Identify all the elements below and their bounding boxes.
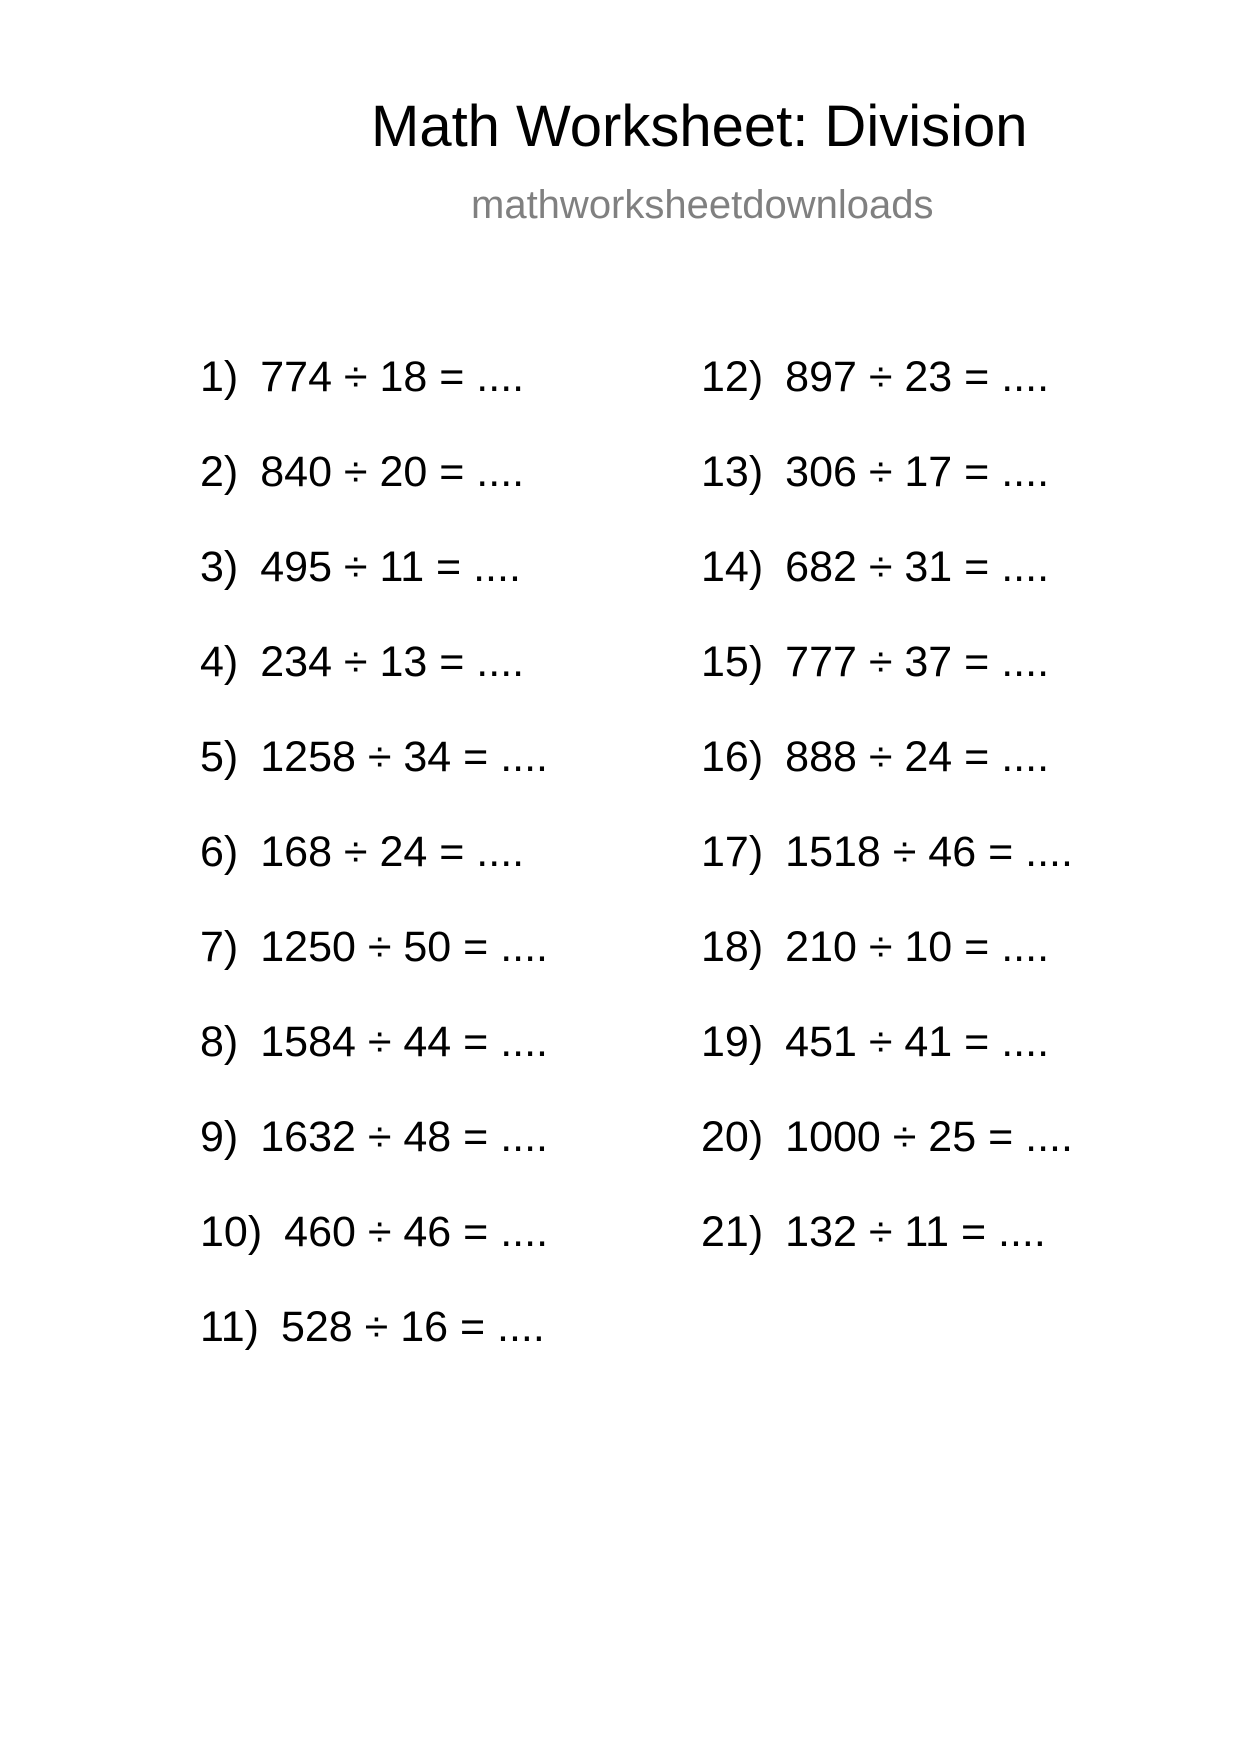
problem-number: 13) bbox=[701, 448, 764, 496]
problem-item bbox=[200, 448, 548, 546]
problem-expression: 132 ÷ 11 = .... bbox=[785, 1208, 1046, 1256]
problem-expression: 1258 ÷ 34 = .... bbox=[260, 733, 549, 781]
problem-expression: 1584 ÷ 44 = .... bbox=[260, 1018, 549, 1066]
problem-item bbox=[701, 1208, 1073, 1306]
problem-expression: 682 ÷ 31 = .... bbox=[785, 543, 1050, 591]
problem-expression: 495 ÷ 11 = .... bbox=[260, 543, 521, 591]
problem-column-right bbox=[701, 353, 1073, 1306]
problem-expression: 897 ÷ 23 = .... bbox=[785, 353, 1050, 401]
problem-item bbox=[701, 828, 1073, 926]
problem-expression: 1632 ÷ 48 = .... bbox=[260, 1113, 549, 1161]
problem-expression: 210 ÷ 10 = .... bbox=[785, 923, 1050, 971]
problem-item bbox=[701, 923, 1073, 1021]
problem-item bbox=[200, 1208, 549, 1306]
problem-number: 11) bbox=[200, 1303, 259, 1351]
problem-expression: 1518 ÷ 46 = .... bbox=[785, 828, 1073, 876]
problem-number: 1) bbox=[200, 353, 239, 401]
problem-number: 18) bbox=[701, 923, 764, 971]
problem-item bbox=[200, 828, 548, 926]
problem-item bbox=[701, 733, 1073, 831]
problem-number: 4) bbox=[200, 638, 239, 686]
problem-item bbox=[200, 543, 548, 641]
problem-expression: 528 ÷ 16 = .... bbox=[280, 1303, 545, 1351]
problem-number: 7) bbox=[200, 923, 239, 971]
problem-item bbox=[200, 1018, 549, 1116]
problem-item bbox=[200, 1113, 549, 1211]
problem-item bbox=[701, 638, 1073, 736]
problem-item bbox=[200, 638, 548, 736]
problem-number: 21) bbox=[701, 1208, 764, 1256]
problem-number: 15) bbox=[701, 638, 764, 686]
problem-item bbox=[200, 353, 548, 451]
page-title: Math Worksheet: Division bbox=[371, 94, 1028, 159]
problem-column-left bbox=[200, 353, 549, 1401]
problem-number: 14) bbox=[701, 543, 764, 591]
problem-number: 16) bbox=[701, 733, 764, 781]
problem-expression: 1000 ÷ 25 = .... bbox=[785, 1113, 1073, 1161]
problem-number: 17) bbox=[701, 828, 764, 876]
problem-number: 5) bbox=[200, 733, 239, 781]
problem-expression: 451 ÷ 41 = .... bbox=[785, 1018, 1050, 1066]
problem-expression: 888 ÷ 24 = .... bbox=[785, 733, 1050, 781]
problem-item bbox=[701, 1018, 1073, 1116]
problem-item bbox=[200, 733, 549, 831]
problem-number: 3) bbox=[200, 543, 239, 591]
problem-item bbox=[701, 448, 1073, 546]
problem-expression: 777 ÷ 37 = .... bbox=[785, 638, 1050, 686]
problem-item bbox=[701, 543, 1073, 641]
problem-expression: 774 ÷ 18 = .... bbox=[260, 353, 525, 401]
problem-expression: 460 ÷ 46 = .... bbox=[284, 1208, 549, 1256]
page-subtitle: mathworksheetdownloads bbox=[471, 183, 934, 227]
problem-expression: 306 ÷ 17 = .... bbox=[785, 448, 1050, 496]
problem-number: 12) bbox=[701, 353, 764, 401]
problem-number: 19) bbox=[701, 1018, 764, 1066]
problem-number: 10) bbox=[200, 1208, 263, 1256]
problem-expression: 1250 ÷ 50 = .... bbox=[260, 923, 549, 971]
problem-number: 8) bbox=[200, 1018, 239, 1066]
problem-expression: 840 ÷ 20 = .... bbox=[260, 448, 525, 496]
problem-item bbox=[701, 1113, 1073, 1211]
problem-number: 6) bbox=[200, 828, 239, 876]
problem-number: 9) bbox=[200, 1113, 239, 1161]
problem-item bbox=[701, 353, 1073, 451]
problem-item bbox=[200, 923, 549, 1021]
problem-number: 20) bbox=[701, 1113, 764, 1161]
problem-number: 2) bbox=[200, 448, 239, 496]
problem-expression: 168 ÷ 24 = .... bbox=[260, 828, 525, 876]
problem-expression: 234 ÷ 13 = .... bbox=[260, 638, 525, 686]
problem-item bbox=[200, 1303, 548, 1401]
